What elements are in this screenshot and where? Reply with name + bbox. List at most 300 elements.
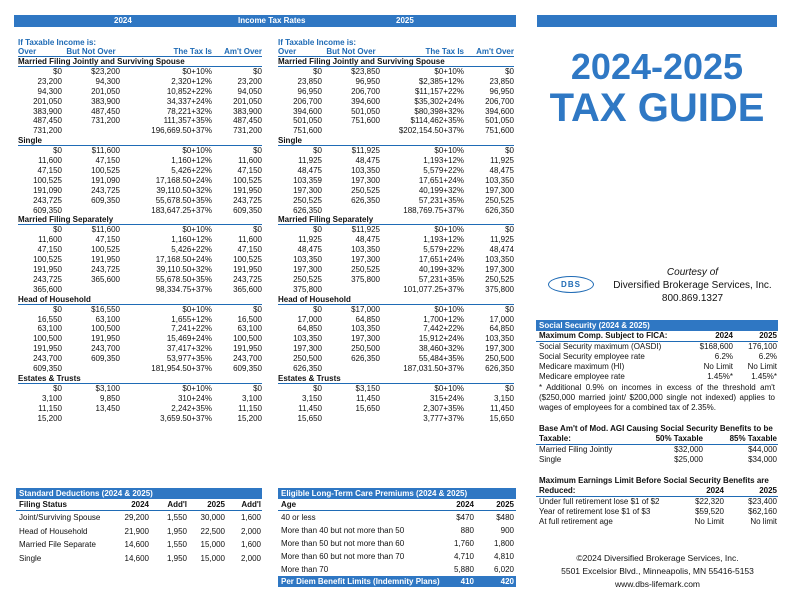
bracket-not-over: 191,950: [91, 255, 120, 265]
tax-bracket-row: [18, 235, 262, 245]
bracket-tax: $0+10%: [434, 67, 464, 76]
bracket-tax: 39,110.50+32%: [156, 185, 212, 195]
bracket-over: 626,350: [293, 205, 322, 215]
bracket-tax: 1,700+12%: [423, 314, 464, 324]
bracket-tax: 3,659.50+37%: [160, 413, 212, 423]
bracket-not-over: 243,725: [91, 265, 120, 275]
fica-value-2025: 1.45%*: [751, 372, 777, 381]
bracket-over: $0: [313, 383, 322, 393]
bracket-tax: $0+10%: [182, 304, 212, 314]
bracket-over: $0: [313, 146, 322, 156]
tax-bracket-row: [18, 186, 262, 196]
bracket-tax: 5,579+22%: [423, 166, 464, 176]
bracket-amt-over: 243,725: [233, 195, 262, 205]
filing-status-title: Head of Household: [278, 295, 514, 305]
fica-value-2024: 1.45%*: [707, 372, 733, 381]
earnings-2025: No limit: [750, 517, 777, 526]
premium-2024: 4,710: [453, 552, 474, 561]
bracket-tax: $0+10%: [434, 146, 464, 156]
tax-bracket-row: [278, 305, 514, 315]
bracket-amt-over: 103,350: [485, 334, 514, 344]
bracket-tax: 7,442+22%: [423, 324, 464, 334]
tax-bracket-row: [18, 97, 262, 107]
fica-2025: 2025: [759, 331, 777, 340]
bracket-not-over: 250,525: [351, 185, 380, 195]
bracket-over: 11,925: [298, 156, 322, 166]
ltc-row: [278, 563, 516, 576]
bracket-over: 394,600: [293, 106, 322, 116]
header-year-2024: 2024: [114, 16, 132, 25]
bracket-tax: 57,231+35%: [418, 195, 464, 205]
col-amt-over: Am't Over: [476, 47, 514, 56]
tax-bracket-row: [278, 206, 514, 216]
deduction-2025: 15,000: [200, 540, 225, 549]
col-tax-is: The Tax Is: [173, 47, 212, 56]
company-name: Diversified Brokerage Services, Inc.: [613, 280, 772, 291]
bracket-amt-over: 15,650: [489, 413, 514, 423]
bracket-tax: $0+10%: [434, 383, 464, 393]
bracket-amt-over: 243,725: [233, 274, 262, 284]
bracket-not-over: 96,950: [355, 76, 380, 86]
bracket-amt-over: 47,150: [237, 245, 262, 255]
tax-bracket-row: [18, 414, 262, 424]
bracket-not-over: [62, 126, 120, 136]
bracket-over: 243,725: [33, 195, 62, 205]
bracket-over: 191,950: [33, 344, 62, 354]
bracket-not-over: 365,600: [91, 274, 120, 284]
fica-value-2024: 6.2%: [714, 352, 733, 361]
col-2024: 2024: [706, 486, 724, 495]
bracket-tax: 55,678.50+35%: [155, 274, 212, 284]
addl-2025: 2,000: [240, 553, 261, 563]
premium-2025: 6,020: [493, 565, 514, 574]
bracket-over: 206,700: [293, 96, 322, 106]
base-amount-section: [536, 424, 778, 465]
filing-status-title: Head of Household: [18, 295, 262, 305]
bracket-tax: 101,077.25+37%: [403, 284, 464, 294]
bracket-over: 15,650: [297, 413, 322, 423]
bracket-amt-over: 48,474: [489, 245, 514, 255]
bracket-over: 48,475: [297, 245, 322, 255]
tax-bracket-row: [278, 235, 514, 245]
bracket-not-over: 243,700: [91, 344, 120, 354]
bracket-over: 751,600: [293, 126, 322, 136]
bracket-tax: 1,193+12%: [423, 235, 464, 245]
bracket-tax: 53,977+35%: [166, 354, 212, 364]
bracket-not-over: $3,100: [95, 383, 120, 393]
bracket-over: 487,450: [33, 116, 62, 126]
bracket-tax: 39,110.50+32%: [156, 265, 212, 275]
tax-bracket-row: [278, 186, 514, 196]
col-50-taxable: 50% Taxable: [655, 434, 703, 443]
bracket-tax: 1,160+12%: [171, 235, 212, 245]
col-addl-2025: Add'l: [241, 500, 261, 509]
bracket-not-over: 626,350: [351, 354, 380, 364]
age-range: More than 60 but not more than 70: [281, 552, 405, 561]
ltc-row: [278, 524, 516, 537]
bracket-not-over: 94,300: [95, 76, 120, 86]
bracket-not-over: 609,350: [91, 354, 120, 364]
ltc-row: [278, 550, 516, 563]
ltc-header: Eligible Long-Term Care Premiums (2024 & 2025): [278, 488, 516, 499]
tax-bracket-row: [278, 354, 514, 364]
bracket-not-over: $11,925: [351, 225, 380, 235]
bracket-not-over: $11,925: [351, 146, 380, 156]
tax-bracket-row: [18, 225, 262, 235]
footer: [535, 552, 780, 591]
bracket-amt-over: 23,850: [489, 76, 514, 86]
bracket-over: $0: [53, 225, 62, 235]
col-2024: 2024: [131, 500, 149, 509]
bracket-not-over: 250,500: [351, 344, 380, 354]
filing-status: Single: [19, 553, 42, 563]
deduction-2024: 29,200: [124, 513, 149, 522]
bracket-over: 609,350: [33, 205, 62, 215]
tax-bracket-row: [278, 324, 514, 334]
bracket-amt-over: $0: [505, 304, 514, 314]
bracket-tax: 17,168.50+24%: [155, 175, 212, 185]
bracket-not-over: $16,550: [91, 304, 120, 314]
per-diem-label: Per Diem Benefit Limits (Indemnity Plans): [281, 577, 440, 586]
bracket-not-over: [62, 206, 120, 216]
col-over: Over: [18, 47, 37, 56]
bracket-over: 197,300: [293, 265, 322, 275]
bracket-tax: $0+10%: [434, 304, 464, 314]
bracket-not-over: $23,850: [351, 67, 380, 76]
bracket-amt-over: 243,700: [233, 354, 262, 364]
max-earnings-row: [536, 517, 778, 527]
bracket-amt-over: 11,600: [238, 235, 262, 245]
tax-bracket-row: [18, 87, 262, 97]
bracket-not-over: 191,950: [91, 334, 120, 344]
taxable-income-label: If Taxable Income is:: [278, 38, 357, 47]
col-addl-2024: Add'l: [167, 500, 187, 509]
bracket-tax: 98,334.75+37%: [155, 284, 212, 294]
bracket-amt-over: $0: [253, 146, 262, 156]
col-2025: 2025: [207, 500, 225, 509]
tax-bracket-row: [18, 404, 262, 414]
bracket-over: 501,050: [293, 116, 322, 126]
tax-bracket-row: [18, 315, 262, 325]
tax-bracket-row: [278, 364, 514, 374]
bracket-over: $0: [313, 304, 322, 314]
per-diem-row: [278, 576, 516, 587]
tax-table-columns: [18, 47, 262, 57]
bracket-not-over: $3,150: [355, 383, 380, 393]
premium-2024: 1,760: [453, 539, 474, 548]
bracket-not-over: 201,050: [91, 86, 120, 96]
tax-bracket-row: [18, 245, 262, 255]
bracket-tax: $0+10%: [182, 146, 212, 156]
premium-2025: 4,810: [493, 552, 514, 561]
company-phone: 800.869.1327: [661, 293, 724, 304]
bracket-tax: 37,417+32%: [166, 344, 212, 354]
tax-bracket-row: [18, 384, 262, 394]
bracket-amt-over: 3,150: [493, 393, 514, 403]
deduction-2024: 14,600: [124, 540, 149, 549]
bracket-amt-over: 11,150: [238, 403, 262, 413]
bracket-amt-over: 11,925: [490, 235, 514, 245]
bracket-over: 94,300: [37, 86, 62, 96]
bracket-over: 11,450: [298, 403, 322, 413]
social-security-header: Social Security (2024 & 2025): [536, 320, 778, 331]
deduction-row: [16, 525, 262, 539]
tax-bracket-row: [278, 97, 514, 107]
bracket-over: 103,350: [293, 334, 322, 344]
bracket-not-over: 63,100: [95, 314, 120, 324]
bracket-amt-over: 96,950: [489, 86, 514, 96]
bracket-not-over: 206,700: [351, 86, 380, 96]
bracket-amt-over: 751,600: [485, 126, 514, 136]
bracket-amt-over: 103,350: [485, 255, 514, 265]
earnings-item: At full retirement age: [539, 517, 613, 526]
ltc-row: [278, 511, 516, 524]
bracket-not-over: 11,450: [356, 393, 380, 403]
ltc-row: [278, 537, 516, 550]
filing-status-title: Married Filing Jointly and Surviving Spouse: [18, 57, 262, 67]
bracket-not-over: [322, 285, 380, 295]
fica-2024: 2024: [715, 331, 733, 340]
bracket-tax: $202,154.50+37%: [398, 126, 464, 136]
max-earnings-columns: [536, 486, 778, 497]
bracket-tax: 111,357+35%: [163, 116, 212, 126]
bracket-tax: 196,669.50+37%: [151, 126, 212, 136]
col-amt-over: Am't Over: [224, 47, 262, 56]
addl-2024: 1,950: [166, 553, 187, 563]
bracket-over: 23,200: [37, 76, 62, 86]
bracket-not-over: 48,475: [355, 235, 380, 245]
bracket-not-over: 375,800: [351, 274, 380, 284]
tax-bracket-row: [278, 315, 514, 325]
col-age: Age: [281, 500, 297, 509]
bracket-not-over: 487,450: [91, 106, 120, 116]
premium-2024: 5,880: [453, 565, 474, 574]
bracket-over: 250,525: [293, 274, 322, 284]
col-but-not-over: But Not Over: [66, 47, 116, 56]
age-range: More than 70: [281, 565, 329, 574]
bracket-over: 11,925: [298, 235, 322, 245]
bracket-over: 375,800: [293, 284, 322, 294]
bracket-amt-over: $0: [505, 383, 514, 393]
tax-bracket-row: [278, 255, 514, 265]
fica-item: Medicare maximum (HI): [539, 362, 625, 371]
fica-value-2025: 6.2%: [758, 352, 777, 361]
value-85: $34,000: [748, 455, 777, 464]
bracket-amt-over: 250,525: [485, 274, 514, 284]
bracket-over: 16,550: [37, 314, 62, 324]
taxable-income-label: If Taxable Income is:: [18, 38, 97, 47]
bracket-tax: 55,484+35%: [418, 354, 464, 364]
bracket-over: 47,150: [37, 245, 62, 255]
bracket-over: 201,050: [33, 96, 62, 106]
bracket-not-over: [62, 285, 120, 295]
guide-title-years: 2024-2025: [570, 46, 744, 87]
dbs-logo: DBS: [548, 276, 594, 293]
address: 5501 Excelsior Blvd., Minneapolis, MN 55416-5153: [561, 566, 754, 576]
bracket-over: 15,200: [37, 413, 62, 423]
addl-2025: 1,600: [240, 540, 261, 549]
bracket-amt-over: 197,300: [485, 265, 514, 275]
bracket-tax: $0+10%: [434, 225, 464, 235]
tax-bracket-row: [278, 334, 514, 344]
courtesy-of: Courtesy of: [666, 267, 719, 278]
earnings-2024: No Limit: [694, 517, 724, 526]
tax-bracket-row: [278, 285, 514, 295]
tax-bracket-row: [18, 265, 262, 275]
bracket-amt-over: 191,950: [233, 344, 262, 354]
tax-table-2024: [18, 38, 262, 424]
bracket-tax: 7,241+22%: [171, 324, 212, 334]
bracket-not-over: 48,475: [355, 156, 380, 166]
bracket-not-over: 47,150: [95, 235, 120, 245]
filing-status-title: Estates & Trusts: [18, 374, 262, 384]
tax-table-columns: [278, 47, 514, 57]
bracket-tax: 181,954.50+37%: [151, 364, 212, 374]
premium-2024: $470: [456, 513, 474, 522]
bracket-not-over: $11,600: [91, 225, 120, 235]
tax-bracket-row: [18, 166, 262, 176]
base-amount-row: [536, 445, 778, 455]
bracket-over: 11,600: [38, 156, 62, 166]
col-but-not-over: But Not Over: [326, 47, 376, 56]
earnings-2024: $22,320: [695, 497, 724, 506]
income-tax-rates-header: [14, 15, 516, 27]
bracket-over: 11,600: [38, 235, 62, 245]
tax-bracket-row: [278, 414, 514, 424]
bracket-tax: 38,460+32%: [418, 344, 464, 354]
tax-bracket-row: [18, 156, 262, 166]
bracket-amt-over: 487,450: [233, 116, 262, 126]
bracket-not-over: 501,050: [351, 106, 380, 116]
bracket-over: 243,700: [33, 354, 62, 364]
standard-deductions-header: Standard Deductions (2024 & 2025): [16, 488, 262, 499]
copyright: ©2024 Diversified Brokerage Services, Inc.: [576, 553, 739, 563]
bracket-tax: 55,678.50+35%: [155, 195, 212, 205]
premium-2025: $480: [496, 513, 514, 522]
tax-bracket-row: [278, 404, 514, 414]
fica-label: Maximum Comp. Subject to FICA:: [539, 331, 668, 340]
bracket-not-over: 100,500: [91, 324, 120, 334]
header-title: Income Tax Rates: [238, 16, 306, 25]
tax-bracket-row: [18, 107, 262, 117]
tax-bracket-row: [18, 126, 262, 136]
bracket-amt-over: 63,100: [237, 324, 262, 334]
bracket-not-over: $17,000: [351, 304, 380, 314]
tax-bracket-row: [18, 305, 262, 315]
tax-bracket-row: [278, 146, 514, 156]
bracket-amt-over: 375,800: [485, 284, 514, 294]
tax-bracket-row: [18, 116, 262, 126]
age-range: More than 50 but not more than 60: [281, 539, 405, 548]
bracket-over: 609,350: [33, 364, 62, 374]
addl-2024: 1,550: [166, 513, 187, 522]
earnings-item: Year of retirement lose $1 of $3: [539, 507, 651, 516]
bracket-amt-over: 3,100: [241, 393, 262, 403]
bracket-amt-over: 103,350: [485, 175, 514, 185]
bracket-not-over: 626,350: [351, 195, 380, 205]
bracket-over: 243,725: [33, 274, 62, 284]
bracket-tax: 17,651+24%: [418, 255, 464, 265]
tax-bracket-row: [278, 384, 514, 394]
filing-status-title: Married Filing Separately: [18, 215, 262, 225]
bracket-tax: $114,462+35%: [410, 116, 464, 126]
bracket-amt-over: 501,050: [485, 116, 514, 126]
bracket-amt-over: 365,600: [233, 284, 262, 294]
bracket-tax: $35,302+24%: [414, 96, 464, 106]
bracket-tax: $11,157+22%: [414, 86, 464, 96]
bracket-amt-over: 94,050: [237, 86, 262, 96]
tax-bracket-row: [278, 394, 514, 404]
base-amount-row: [536, 455, 778, 465]
bracket-tax: 1,655+12%: [171, 314, 212, 324]
bracket-tax: 78,221+32%: [166, 106, 212, 116]
per-diem-2025: 420: [500, 577, 514, 586]
title-top-bar: [537, 15, 777, 27]
col-85-taxable: 85% Taxable: [729, 434, 777, 443]
deduction-2025: 30,000: [200, 513, 225, 522]
bracket-not-over: 250,525: [351, 265, 380, 275]
bracket-amt-over: $0: [505, 225, 514, 235]
earnings-item: Under full retirement lose $1 of $2: [539, 497, 660, 506]
bracket-amt-over: $0: [505, 146, 514, 156]
bracket-tax: $0+10%: [182, 383, 212, 393]
bracket-over: 63,100: [37, 324, 62, 334]
max-earnings-title: Maximum Earnings Limit Before Social Security Benefits are: [539, 476, 769, 485]
fica-item: Social Security maximum (OASDI): [539, 342, 662, 351]
deduction-row: [16, 538, 262, 552]
bracket-tax: 2,307+35%: [423, 403, 464, 413]
bracket-tax: 10,852+22%: [166, 86, 212, 96]
tax-bracket-row: [18, 354, 262, 364]
bracket-amt-over: 47,150: [237, 166, 262, 176]
bracket-over: 103,350: [293, 255, 322, 265]
bracket-not-over: [322, 126, 380, 136]
tax-bracket-row: [278, 67, 514, 77]
tax-bracket-row: [278, 156, 514, 166]
max-earnings-row: [536, 507, 778, 517]
filing-status: Joint/Surviving Spouse: [19, 513, 101, 522]
age-range: 40 or less: [281, 513, 316, 522]
bracket-amt-over: 23,200: [237, 76, 262, 86]
tax-bracket-row: [278, 166, 514, 176]
bracket-tax: 5,579+22%: [423, 245, 464, 255]
bracket-amt-over: 731,200: [233, 126, 262, 136]
bracket-amt-over: 206,700: [485, 96, 514, 106]
bracket-amt-over: 48,475: [489, 166, 514, 176]
base-amount-columns: [536, 434, 778, 445]
bracket-not-over: 9,850: [99, 393, 120, 403]
deduction-row: [16, 511, 262, 525]
bracket-over: 3,100: [41, 393, 62, 403]
tax-bracket-row: [278, 196, 514, 206]
fica-subheader: [536, 331, 778, 342]
bracket-tax: 183,647.25+37%: [151, 205, 212, 215]
filing-status: Married File Separate: [19, 540, 96, 549]
bracket-amt-over: 191,950: [233, 265, 262, 275]
tax-bracket-row: [278, 275, 514, 285]
tax-bracket-row: [18, 394, 262, 404]
social-security-section: [536, 320, 778, 413]
bracket-not-over: [322, 206, 380, 216]
col-2025: 2025: [759, 486, 777, 495]
tax-bracket-row: [18, 275, 262, 285]
bracket-amt-over: $0: [253, 304, 262, 314]
fica-row: [536, 352, 778, 362]
filing-status-title: Single: [278, 136, 514, 146]
guide-title-text: TAX GUIDE: [549, 86, 765, 130]
bracket-amt-over: 100,525: [233, 175, 262, 185]
bracket-tax: $0+10%: [182, 67, 212, 76]
